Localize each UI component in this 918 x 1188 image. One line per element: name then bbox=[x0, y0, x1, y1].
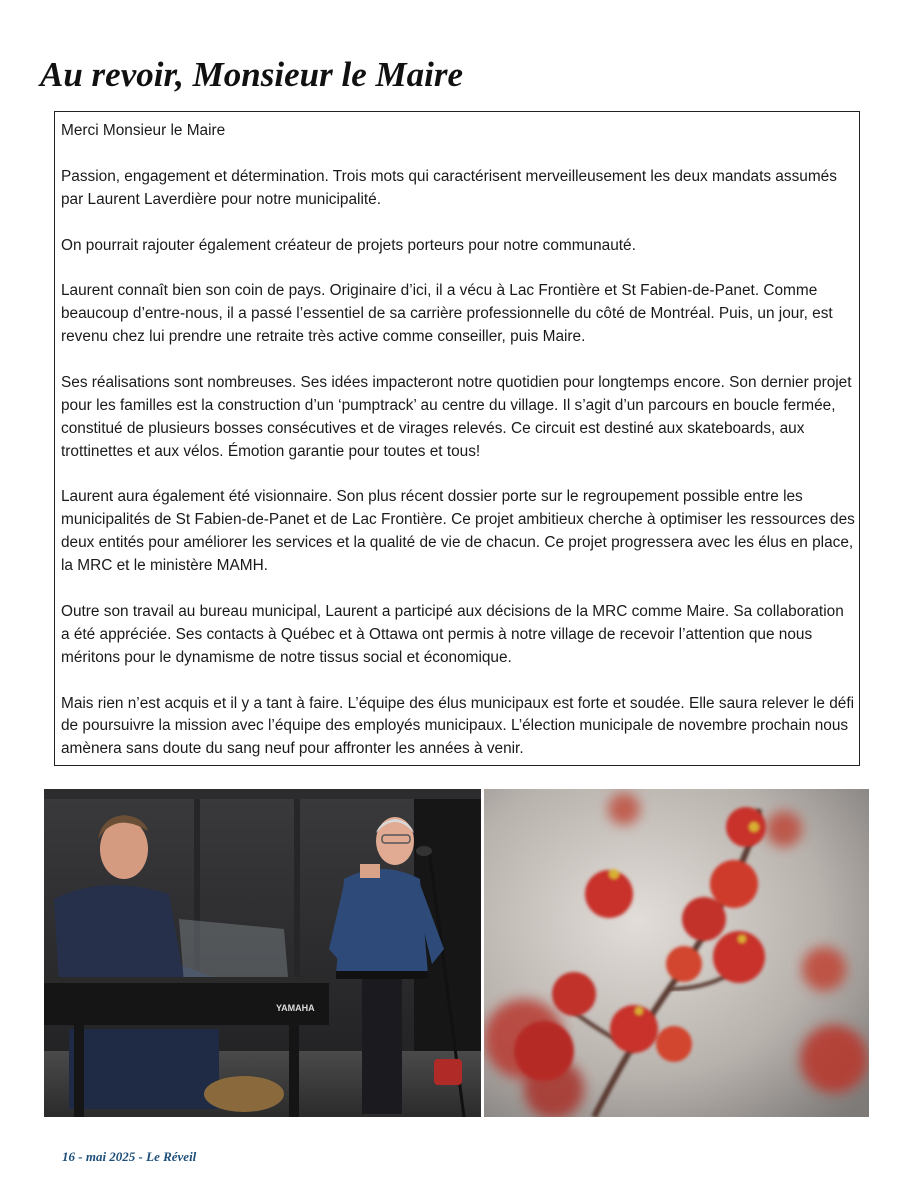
article-greeting: Merci Monsieur le Maire bbox=[61, 122, 226, 139]
article-paragraph: Laurent aura également été visionnaire. Son plus récent dossier porte sur le regroupement possible entre les municipalités de St Fabien-de-Panet et de Lac Frontière. Ce projet ambitieux cherche à optimiser les ressources des deux entités pour améliorer les services et la qualité de vie de chacun. Ce projet progressera avec les élus en place, la MRC et le ministère MAMH. bbox=[61, 488, 855, 575]
page-title: Au revoir, Monsieur le Maire bbox=[40, 55, 463, 94]
photo-pianist-and-mayor bbox=[44, 789, 481, 1117]
article-paragraph: On pourrait rajouter également créateur de projets porteurs pour notre communauté. bbox=[61, 236, 636, 254]
piano-brand: YAMAHA bbox=[276, 1003, 315, 1013]
article-box bbox=[54, 111, 860, 766]
article-paragraph: Ses réalisations sont nombreuses. Ses idées impacteront notre quotidien pour longtemps encore. Son dernier projet pour les familles est la construction d’un ‘pumptrack’ au centre du village. Il s’agit d’un parcours en boucle fermée, constitué de plusieurs bosses consécutives et de virages relevés. Ce circuit est destiné aux skateboards, aux trottinettes et aux vélos. Émotion garantie pour toutes et tous! bbox=[61, 373, 852, 460]
photo-maple-blossoms bbox=[484, 789, 869, 1117]
page-footer: 16 - mai 2025 - Le Réveil bbox=[62, 1149, 197, 1164]
article-paragraph: Passion, engagement et détermination. Trois mots qui caractérisent merveilleusement les deux mandats assumés par Laurent Laverdière pour notre municipalité. bbox=[61, 167, 837, 208]
article-paragraph: Laurent connaît bien son coin de pays. Originaire d’ici, il a vécu à Lac Frontière et St Fabien-de-Panet. Comme beaucoup d’entre-nous, il a passé l’essentiel de sa carrière professionnelle du côté de Montréal. Puis, un jour, est revenu chez lui prendre une retraite très active comme conseiller, puis Maire. bbox=[61, 282, 833, 346]
article-paragraph: Outre son travail au bureau municipal, Laurent a participé aux décisions de la MRC comme Maire. Sa collaboration a été appréciée. Ses contacts à Québec et à Ottawa ont permis à notre village de recevoir l’attention que nous méritons pour le dynamisme de notre tissus social et économique. bbox=[61, 602, 844, 666]
article-paragraph: Mais rien n’est acquis et il y a tant à faire. L’équipe des élus municipaux est forte et soudée. Elle saura relever le défi de poursuivre la mission avec l’équipe des employés municipaux. L’élection municipale de novembre prochain nous amènera sans doute du sang neuf pour affronter les années à venir. bbox=[61, 694, 855, 758]
